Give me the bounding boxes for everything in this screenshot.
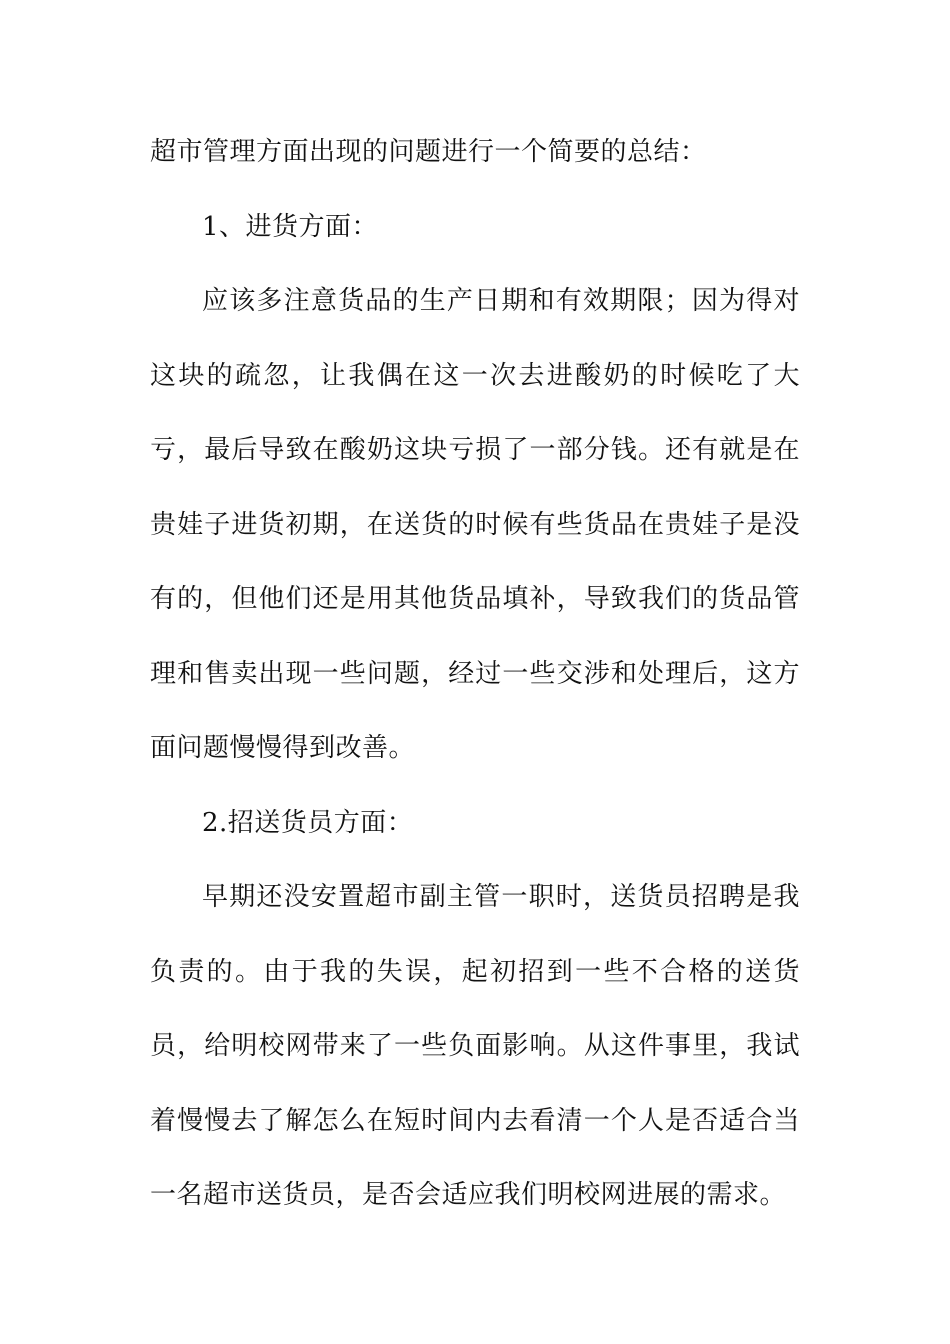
heading-purchasing: 1、进货方面：	[202, 211, 379, 242]
paragraph-delivery-staff: 早期还没安置超市副主管一职时，送货员招聘是我负责的。由于我的失误，起初招到一些不合格的送货员，给明校网带来了一些负面影响。从这件事里，我试着慢慢去了解怎么在短时间内去看清一个人是否适合当一名超市送货员，是否会适应我们明校网进展的需求。	[150, 882, 800, 1210]
document-body	[150, 115, 800, 1233]
paragraph-purchasing: 应该多注意货品的生产日期和有效期限；因为得对这块的疏忽，让我偶在这一次去进酸奶的时候吃了大亏，最后导致在酸奶这块亏损了一部分钱。还有就是在贵娃子进货初期，在送货的时候有些货品在贵娃子是没有的，但他们还是用其他货品填补，导致我们的货品管理和售卖出现一些问题，经过一些交涉和处理后，这方面问题慢慢得到改善。	[150, 286, 800, 763]
heading-delivery-staff: 2.招送货员方面：	[202, 807, 414, 838]
paragraph-summary-intro: 超市管理方面出现的问题进行一个简要的总结：	[150, 137, 707, 167]
